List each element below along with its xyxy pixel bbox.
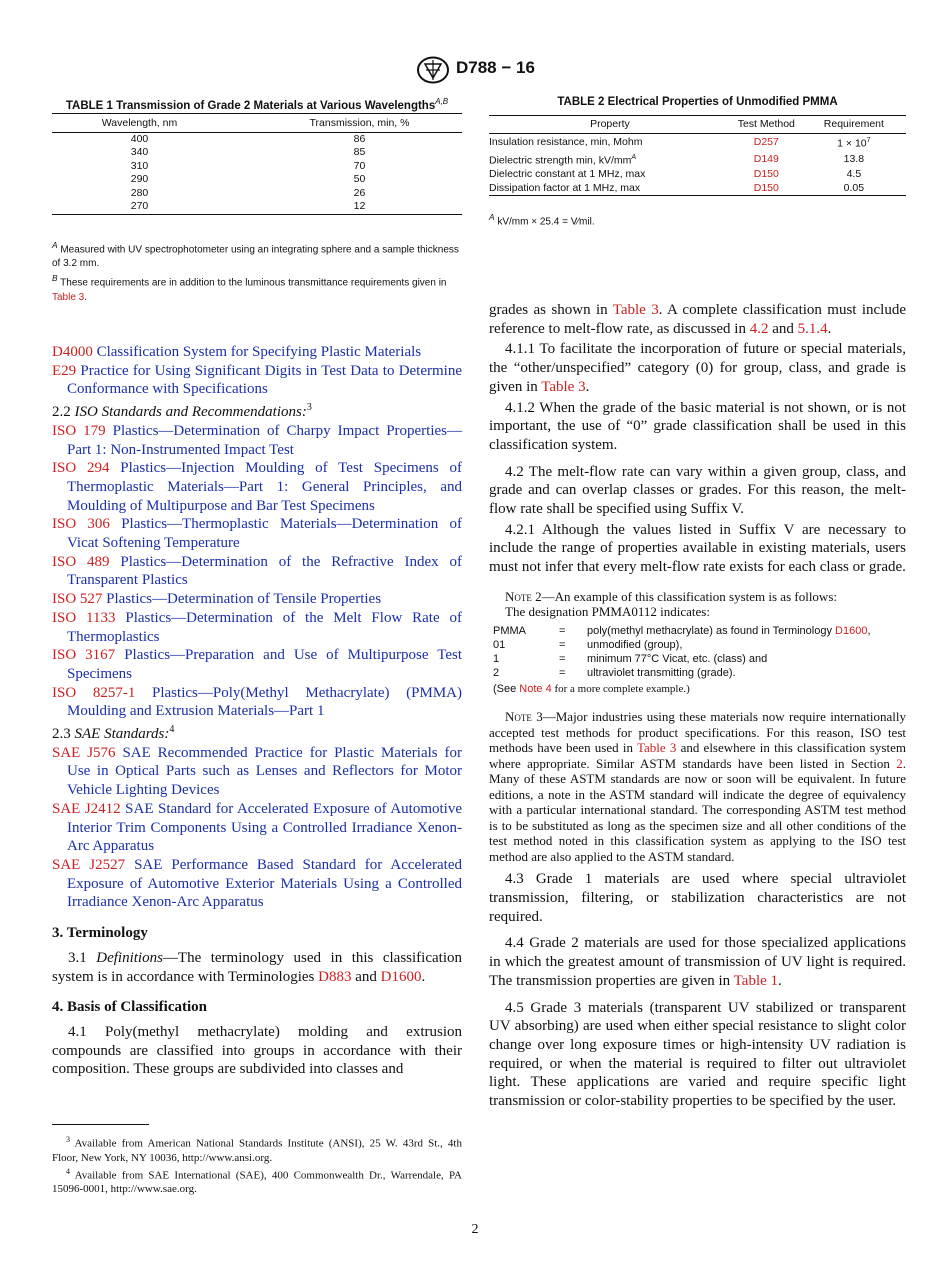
footnotes: [52, 1133, 462, 1196]
note-2-row: [493, 624, 871, 638]
designation-code: 2: [493, 666, 500, 679]
paragraph-4-1-1: 4.1.1 To facilitate the incorporation of future or special materials, the “other/unspecified” category (0) for group, class, and grade is given in Table 3.: [489, 341, 906, 395]
wavelength-cell: 310: [130, 159, 149, 172]
table-3-link[interactable]: Table 3: [541, 378, 586, 395]
section-2-2-heading: 2.2 ISO Standards and Recommendations:$^3$: [52, 402, 312, 421]
paragraph-4-1: 4.1 Poly(methyl methacrylate) molding and extrusion compounds are classified into groups in accordance with their composition. These groups are subdivided into classes and: [52, 1023, 462, 1078]
standard-code-link[interactable]: SAE J2412: [52, 800, 121, 817]
paragraph-4-2-1: 4.2.1 Although the values listed in Suffix V are necessary to include the range of properties available in existing materials, users must not infer that every melt-flow rate exists for each class or grade.: [489, 521, 906, 576]
page-header: [0, 56, 950, 84]
designation-code: 01: [493, 638, 506, 651]
wavelength-cell: 280: [130, 186, 149, 199]
table-2-title: TABLE 2 Electrical Properties of Unmodified PMMA: [557, 96, 838, 108]
requirement-cell: 13.8: [843, 152, 865, 165]
paragraph-4-2: 4.2 The melt-flow rate can vary within a given group, class, and grade and can overlap classes or grades. For this reason, the melt-flow rate shall be specified using Suffix V.: [489, 463, 906, 518]
standard-title-link[interactable]: SAE Standard for Accelerated Exposure of Automotive Interior Trim Components Using a Controlled Irradiance Xenon-Arc Apparatus: [67, 800, 462, 855]
designation-description: unmodified (group),: [587, 638, 683, 651]
table-2-header-method: Test Method: [731, 116, 802, 134]
table-1-row: [52, 146, 462, 160]
footnote-rule: [52, 1124, 149, 1125]
table-2: [489, 95, 906, 196]
transmission-cell: 86: [353, 132, 366, 145]
document-id: D788 − 16: [456, 58, 535, 77]
standard-title-link[interactable]: Plastics—Injection Moulding of Test Specimens of Thermoplastic Materials—Part 1: General Principles, and Moulding of Multipurpose and Bar Test Specimens: [67, 460, 463, 514]
paragraph-4-3: 4.3 Grade 1 materials are used where special ultraviolet transmission, filtering, or stabilization characteristics are not required.: [489, 871, 906, 925]
equals-sign: =: [559, 624, 566, 637]
table-2-header-property: Property: [489, 116, 731, 134]
standard-code-link[interactable]: ISO 1133: [52, 609, 116, 626]
table-2-row: [489, 182, 906, 196]
table-1-notes: [52, 238, 462, 305]
standard-code-link[interactable]: ISO 294: [52, 460, 110, 477]
table-1-header-wavelength: Wavelength, nm: [52, 113, 257, 132]
table-3-link[interactable]: Table 3: [52, 291, 85, 303]
section-5-1-4-link[interactable]: 5.1.4: [797, 320, 828, 337]
equals-sign: =: [559, 638, 566, 651]
standard-title-link[interactable]: SAE Recommended Practice for Plastic Materials for Use in Optical Parts such as Lenses and Reflectors for Motor Vehicle Lighting Devices: [67, 744, 462, 799]
reference-item: [52, 553, 462, 590]
reference-item: [52, 684, 462, 721]
reference-item: [52, 800, 462, 856]
standard-code-link[interactable]: ISO 527: [52, 591, 103, 608]
d883-link[interactable]: D883: [318, 968, 352, 985]
note-3: Note 3—Major industries using these materials now require internationally accepted test methods for product specifications. For this reason, ISO test methods have been used in Table 3 and elsewhere in this classification system where appropriate. Similar ASTM standards have been listed in Section 2. Many of these ASTM standards are now or soon will be equivalent. In future editions, a note in the ASTM standard will indicate the degree of equivalency with a particular international standard. The corresponding ASTM test method is to be substituted as long as the specimen size and all other conditions of the test method noted in this classification system as applying to the ISO test method are also applied to the ASTM standard.: [489, 709, 906, 864]
equals-sign: =: [559, 652, 566, 665]
standard-title-link[interactable]: SAE Performance Based Standard for Accelerated Exposure of Automotive Exterior Materials Using a Controlled Irradiance Xenon-Arc Apparatus: [67, 856, 462, 911]
standard-title-link[interactable]: Plastics—Determination of the Melt Flow Rate of Thermoplastics: [67, 609, 462, 645]
footnote-4: $^4$ Available from SAE International (SAE), 400 Commonwealth Dr., Warrendale, PA 15096-0001, http://www.sae.org.: [52, 1166, 462, 1196]
table-2-note: $^A$ kV/mm × 25.4 = V⁄mil.: [489, 212, 595, 228]
table-1-row: [52, 160, 462, 174]
designation-description: minimum 77°C Vicat, etc. (class) and: [587, 652, 768, 665]
wavelength-cell: 340: [130, 146, 149, 159]
test-method-link[interactable]: D150: [753, 168, 779, 180]
property-cell: Insulation resistance, min, Mohm: [489, 135, 643, 148]
standard-code-link[interactable]: ISO 3167: [52, 647, 116, 664]
designation-description: ultraviolet transmitting (grade).: [587, 666, 736, 679]
standard-title-link[interactable]: Practice for Using Significant Digits in Test Data to Determine Conformance with Specifications: [67, 362, 462, 398]
standard-title-link[interactable]: Plastics—Preparation and Use of Multipurpose Test Specimens: [67, 647, 463, 682]
paragraph-4-1-2: 4.1.2 When the grade of the basic material is not shown, or is not important, the use of “0” grade classification shall be used in this classification system.: [489, 399, 906, 453]
requirement-cell: $1 \times 10^7$: [837, 137, 871, 150]
standard-code-link[interactable]: D4000: [52, 344, 93, 360]
wavelength-cell: 400: [130, 132, 149, 145]
standard-code-link[interactable]: E29: [52, 362, 77, 379]
section-3-heading: 3. Terminology: [52, 925, 148, 942]
standard-title-link[interactable]: Plastics—Determination of Charpy Impact Properties—Part 1: Non-Instrumented Impact Test: [67, 422, 463, 458]
section-4-heading: 4. Basis of Classification: [52, 999, 208, 1016]
standard-code-link[interactable]: ISO 306: [52, 516, 110, 533]
table-2-row: [489, 134, 906, 152]
test-method-link[interactable]: D150: [731, 182, 802, 196]
table-1: [52, 95, 462, 215]
reference-item: [52, 362, 462, 399]
reference-item: [52, 459, 462, 515]
right-column: [489, 301, 906, 1111]
requirement-cell: 0.05: [802, 182, 906, 196]
standard-code-link[interactable]: SAE J576: [52, 744, 116, 761]
transmission-cell: 26: [353, 186, 366, 199]
table-2-row: [489, 168, 906, 182]
wavelength-cell: 290: [130, 173, 149, 186]
table-1-title: TABLE 1 Transmission of Grade 2 Materials at Various Wavelengths$^{A,B}$: [65, 97, 449, 112]
table-3-link[interactable]: Table 3: [636, 740, 677, 756]
equals-sign: =: [559, 666, 566, 679]
property-cell: Dielectric constant at 1 MHz, max: [489, 168, 646, 180]
standard-code-link[interactable]: ISO 179: [52, 422, 106, 439]
standard-code-link[interactable]: ISO 8257-1: [52, 684, 136, 701]
standard-title-link[interactable]: Plastics—Determination of Tensile Properties: [102, 591, 382, 608]
standard-code-link[interactable]: SAE J2527: [52, 856, 126, 873]
requirement-cell: 4.5: [846, 168, 862, 180]
table-1-row: [52, 132, 462, 146]
astm-logo-icon: [417, 56, 449, 84]
property-cell: Dissipation factor at 1 MHz, max: [489, 182, 731, 196]
reference-item: [52, 744, 462, 800]
reference-item: [52, 856, 462, 912]
table-2-grid: [489, 115, 906, 196]
note-2-table: [493, 624, 871, 680]
note-4-link[interactable]: Note 4: [519, 682, 552, 695]
table-1-grid: [52, 113, 462, 215]
transmission-cell: 12: [257, 200, 462, 214]
section-4-2-link[interactable]: 4.2: [749, 320, 769, 337]
paragraph-4-4: 4.4 Grade 2 materials are used for those specialized applications in which the greatest amount of transmission of UV light is required. The transmission properties are given in Table 1.: [489, 935, 906, 989]
designation-description: poly(methyl methacrylate) as found in Terminology D1600,: [587, 624, 871, 637]
standard-title-link[interactable]: Classification System for Specifying Plastic Materials: [92, 344, 422, 360]
note-2-row: [493, 666, 871, 680]
left-column: [52, 343, 462, 1079]
reference-item: [52, 515, 462, 552]
table-1-row: [52, 200, 462, 214]
standard-title-link[interactable]: Plastics—Determination of the Refractive Index of Transparent Plastics: [67, 553, 463, 589]
paragraph-3-1: 3.1 Definitions—The terminology used in this classification system is in accordance with Terminologies D883 and D1600.: [52, 949, 462, 985]
test-method-link[interactable]: D149: [753, 152, 779, 165]
d1600-link[interactable]: D1600: [835, 624, 868, 637]
reference-item: [52, 422, 462, 459]
table-1-link[interactable]: Table 1: [733, 972, 779, 989]
note-2: Note 2—An example of this classification system is as follows: The designation PMMA0112 indicates: PMMA = poly(methyl methacrylate) as found in Terminology D1600, 01 = unmodified (group), 1 = minimum 77°C Vicat, etc. (class) and 2 = ultraviolet transmitting (grade). (See Note 4 for a more complete example.): [493, 588, 871, 695]
transmission-cell: 85: [353, 146, 366, 159]
standard-title-link[interactable]: Plastics—Thermoplastic Materials—Determination of Vicat Softening Temperature: [67, 516, 462, 552]
d1600-link[interactable]: D1600: [380, 968, 422, 985]
note-2-row: [493, 638, 871, 652]
property-cell: Dielectric strength min, $kV/mm^A$: [489, 154, 637, 167]
footnote-3: $^3$ Available from American National Standards Institute (ANSI), 25 W. 43rd St., 4th Floor, New York, NY 10036, http://www.ansi.org.: [52, 1135, 462, 1164]
section-2-3-heading: 2.3 SAE Standards:$^4$: [52, 724, 175, 743]
table-1-note-b: $^B$ These requirements are in addition to the luminous transmittance requirements given in Table 3.: [52, 273, 447, 303]
table-1-row: [52, 187, 462, 201]
paragraph-4-5: 4.5 Grade 3 materials (transparent UV stabilized or transparent UV absorbing) are used when either special resistance to slight color change over long exposure times or high-intensity UV radiation is required, or when the material is required to filter out ultraviolet light. These applications are varied and require specific light transmission or color-stability properties to be specified by the user.: [489, 999, 906, 1110]
reference-item: [52, 646, 462, 683]
standard-title-link[interactable]: Plastics—Poly(Methyl Methacrylate) (PMMA) Moulding and Extrusion Materials—Part 1: [67, 684, 462, 720]
reference-item: [52, 590, 462, 609]
table-2-header-requirement: Requirement: [802, 116, 906, 134]
note-2-row: [493, 652, 871, 666]
standard-code-link[interactable]: ISO 489: [52, 553, 110, 570]
designation-code: 1: [493, 652, 500, 665]
transmission-cell: 70: [353, 159, 366, 172]
reference-item: [52, 343, 462, 362]
paragraph-4-1-cont: grades as shown in Table 3. A complete classification must include reference to melt-flow rate, as discussed in 4.2 and 5.1.4.: [489, 302, 906, 337]
section-2-link[interactable]: 2: [896, 755, 903, 771]
table-3-link[interactable]: Table 3: [612, 302, 659, 318]
page-number: 2: [471, 1222, 479, 1237]
table-1-row: [52, 173, 462, 187]
table-1-header-transmission: Transmission, min, %: [257, 113, 462, 132]
transmission-cell: 50: [353, 173, 366, 186]
designation-code: PMMA: [493, 624, 526, 637]
test-method-link[interactable]: D257: [753, 135, 779, 148]
table-2-row: [489, 151, 906, 168]
table-1-note-a: $^A$ Measured with UV spectrophotometer using an integrating sphere and a sample thickness of 3.2 mm.: [52, 240, 459, 270]
wavelength-cell: 270: [52, 200, 257, 214]
reference-item: [52, 609, 462, 646]
